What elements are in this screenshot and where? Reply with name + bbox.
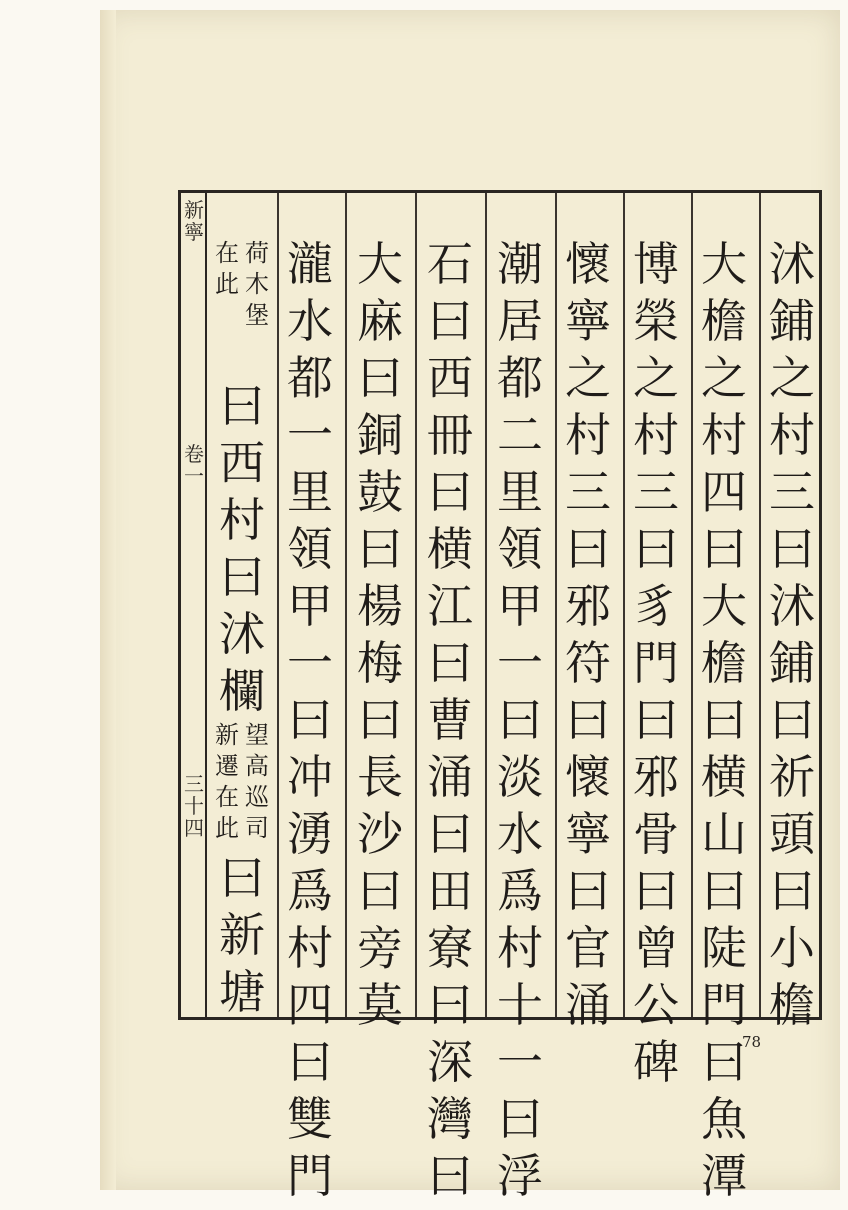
- glyph: 里: [287, 465, 333, 519]
- annotation-pair: [213, 723, 271, 847]
- glyph: 銅: [357, 408, 403, 462]
- glyph: 莫: [357, 978, 403, 1032]
- glyph: 曰: [565, 864, 611, 918]
- annotation-pair: [213, 241, 271, 334]
- glyph: 曰: [219, 851, 265, 905]
- glyph: 一: [287, 636, 333, 690]
- glyph: 榮: [633, 294, 679, 348]
- glyph: 曰: [357, 351, 403, 405]
- text-column: [217, 851, 267, 1026]
- glyph: 曰: [427, 1149, 473, 1203]
- margin-label-top: 新寧: [184, 198, 204, 244]
- glyph: 横: [701, 750, 747, 804]
- text-column: [425, 237, 475, 1210]
- glyph: 曰: [497, 693, 543, 747]
- text-column: [285, 237, 335, 1210]
- glyph: 西: [219, 436, 265, 490]
- glyph: 新: [219, 908, 265, 962]
- glyph: 頭: [769, 807, 815, 861]
- glyph: 淡: [497, 750, 543, 804]
- glyph: 曰: [357, 693, 403, 747]
- glyph: 村: [287, 921, 333, 975]
- margin-label-bottom: 三十四: [184, 772, 204, 840]
- glyph: 曰: [427, 807, 473, 861]
- glyph: 塘: [219, 965, 265, 1019]
- glyph: 涌: [565, 978, 611, 1032]
- glyph: 江: [427, 579, 473, 633]
- glyph: 麻: [357, 294, 403, 348]
- glyph: 高: [245, 752, 269, 780]
- glyph: 潭: [701, 1149, 747, 1203]
- glyph: 鋪: [769, 294, 815, 348]
- glyph: 之: [565, 351, 611, 405]
- glyph: 曰: [357, 864, 403, 918]
- glyph: 鼓: [357, 465, 403, 519]
- glyph: 潮: [497, 237, 543, 291]
- glyph: 曰: [219, 550, 265, 604]
- glyph: 領: [287, 522, 333, 576]
- glyph: 都: [287, 351, 333, 405]
- annotation-column: [213, 241, 241, 334]
- glyph: 曹: [427, 693, 473, 747]
- glyph: 湧: [287, 807, 333, 861]
- glyph: 曾: [633, 921, 679, 975]
- glyph: 邪: [633, 750, 679, 804]
- glyph: 碑: [633, 1035, 679, 1089]
- glyph: 在: [215, 783, 239, 811]
- glyph: 村: [497, 921, 543, 975]
- column-divider: [277, 193, 279, 1017]
- column-divider: [691, 193, 693, 1017]
- annotation-column: [213, 723, 241, 847]
- glyph: 曰: [427, 978, 473, 1032]
- glyph: 荷: [245, 239, 269, 267]
- glyph: 新: [215, 721, 239, 749]
- text-column: [767, 237, 817, 1039]
- glyph: 陡: [701, 921, 747, 975]
- glyph: 曰: [357, 522, 403, 576]
- glyph: 曰: [769, 864, 815, 918]
- glyph: 大: [701, 237, 747, 291]
- column-divider: [555, 193, 557, 1017]
- glyph: 曰: [633, 864, 679, 918]
- text-column: [217, 379, 267, 725]
- glyph: 梅: [357, 636, 403, 690]
- glyph: 曰: [287, 1035, 333, 1089]
- glyph: 旁: [357, 921, 403, 975]
- glyph: 沭: [219, 607, 265, 661]
- glyph: 豸: [633, 579, 679, 633]
- glyph: 沭: [769, 237, 815, 291]
- glyph: 都: [497, 351, 543, 405]
- glyph: 甲: [497, 579, 543, 633]
- glyph: 曰: [287, 693, 333, 747]
- glyph: 三: [633, 465, 679, 519]
- glyph: 曰: [701, 693, 747, 747]
- glyph: 村: [565, 408, 611, 462]
- glyph: 遷: [215, 752, 239, 780]
- glyph: 曰: [219, 379, 265, 433]
- column-divider: [415, 193, 417, 1017]
- glyph: 一: [497, 1035, 543, 1089]
- column-divider: [759, 193, 761, 1017]
- glyph: 公: [633, 978, 679, 1032]
- text-column: [495, 237, 545, 1210]
- glyph: 小: [769, 921, 815, 975]
- glyph: 此: [215, 270, 239, 298]
- glyph: 寧: [565, 807, 611, 861]
- glyph: 二: [497, 408, 543, 462]
- glyph: 曰: [701, 522, 747, 576]
- glyph: 寮: [427, 921, 473, 975]
- glyph: 官: [565, 921, 611, 975]
- glyph: 冲: [287, 750, 333, 804]
- glyph: 檐: [769, 978, 815, 1032]
- glyph: 田: [427, 864, 473, 918]
- glyph: 灣: [427, 1092, 473, 1146]
- glyph: 魚: [701, 1092, 747, 1146]
- glyph: 欄: [219, 664, 265, 718]
- page-number: 78: [742, 1033, 762, 1051]
- glyph: 甲: [287, 579, 333, 633]
- glyph: 之: [701, 351, 747, 405]
- glyph: 村: [769, 408, 815, 462]
- glyph: 門: [287, 1149, 333, 1203]
- column-divider: [345, 193, 347, 1017]
- glyph: 司: [245, 814, 269, 842]
- glyph: 門: [701, 978, 747, 1032]
- glyph: 之: [633, 351, 679, 405]
- glyph: 居: [497, 294, 543, 348]
- glyph: 曰: [769, 693, 815, 747]
- glyph: 祈: [769, 750, 815, 804]
- glyph: 四: [287, 978, 333, 1032]
- glyph: 深: [427, 1035, 473, 1089]
- glyph: 懷: [565, 237, 611, 291]
- glyph: 檐: [701, 294, 747, 348]
- glyph: 山: [701, 807, 747, 861]
- glyph: 望: [245, 721, 269, 749]
- text-column: [563, 237, 613, 1039]
- glyph: 在: [215, 239, 239, 267]
- glyph: 巡: [245, 783, 269, 811]
- glyph: 曰: [633, 522, 679, 576]
- glyph: 村: [701, 408, 747, 462]
- glyph: 曰: [565, 693, 611, 747]
- glyph: 骨: [633, 807, 679, 861]
- glyph: 曰: [427, 465, 473, 519]
- column-divider: [485, 193, 487, 1017]
- glyph: 村: [219, 493, 265, 547]
- glyph: 大: [357, 237, 403, 291]
- glyph: 水: [287, 294, 333, 348]
- glyph: 横: [427, 522, 473, 576]
- glyph: 石: [427, 237, 473, 291]
- glyph: 村: [633, 408, 679, 462]
- page-gutter: [100, 10, 116, 1190]
- glyph: 沙: [357, 807, 403, 861]
- glyph: 曰: [701, 864, 747, 918]
- glyph: 三: [769, 465, 815, 519]
- glyph: 寧: [565, 294, 611, 348]
- margin-strip: [181, 193, 207, 1017]
- glyph: 木: [245, 270, 269, 298]
- glyph: 雙: [287, 1092, 333, 1146]
- glyph: 冊: [427, 408, 473, 462]
- glyph: 曰: [769, 522, 815, 576]
- glyph: 曰: [427, 294, 473, 348]
- glyph: 涌: [427, 750, 473, 804]
- margin-label-middle: 卷一: [184, 442, 204, 488]
- glyph: 十: [497, 978, 543, 1032]
- text-column: [355, 237, 405, 1039]
- glyph: 一: [287, 408, 333, 462]
- annotation-column: [243, 241, 271, 334]
- column-divider: [623, 193, 625, 1017]
- glyph: 西: [427, 351, 473, 405]
- glyph: 曰: [427, 636, 473, 690]
- glyph: 符: [565, 636, 611, 690]
- glyph: 邪: [565, 579, 611, 633]
- glyph: 浮: [497, 1149, 543, 1203]
- glyph: 水: [497, 807, 543, 861]
- glyph: 堡: [245, 301, 269, 329]
- glyph: 爲: [497, 864, 543, 918]
- glyph: 檐: [701, 636, 747, 690]
- annotation-column: [243, 723, 271, 847]
- glyph: 領: [497, 522, 543, 576]
- glyph: 門: [633, 636, 679, 690]
- text-column: [631, 237, 681, 1096]
- glyph: 長: [357, 750, 403, 804]
- glyph: 之: [769, 351, 815, 405]
- glyph: 曰: [633, 693, 679, 747]
- glyph: 三: [565, 465, 611, 519]
- glyph: 大: [701, 579, 747, 633]
- glyph: 四: [701, 465, 747, 519]
- glyph: 里: [497, 465, 543, 519]
- glyph: 曰: [701, 1035, 747, 1089]
- text-column: [699, 237, 749, 1210]
- glyph: 懷: [565, 750, 611, 804]
- glyph: 曰: [565, 522, 611, 576]
- glyph: 楊: [357, 579, 403, 633]
- glyph: 沭: [769, 579, 815, 633]
- glyph: 此: [215, 814, 239, 842]
- glyph: 博: [633, 237, 679, 291]
- glyph: 一: [497, 636, 543, 690]
- glyph: 爲: [287, 864, 333, 918]
- glyph: 瀧: [287, 237, 333, 291]
- glyph: 鋪: [769, 636, 815, 690]
- glyph: 曰: [497, 1092, 543, 1146]
